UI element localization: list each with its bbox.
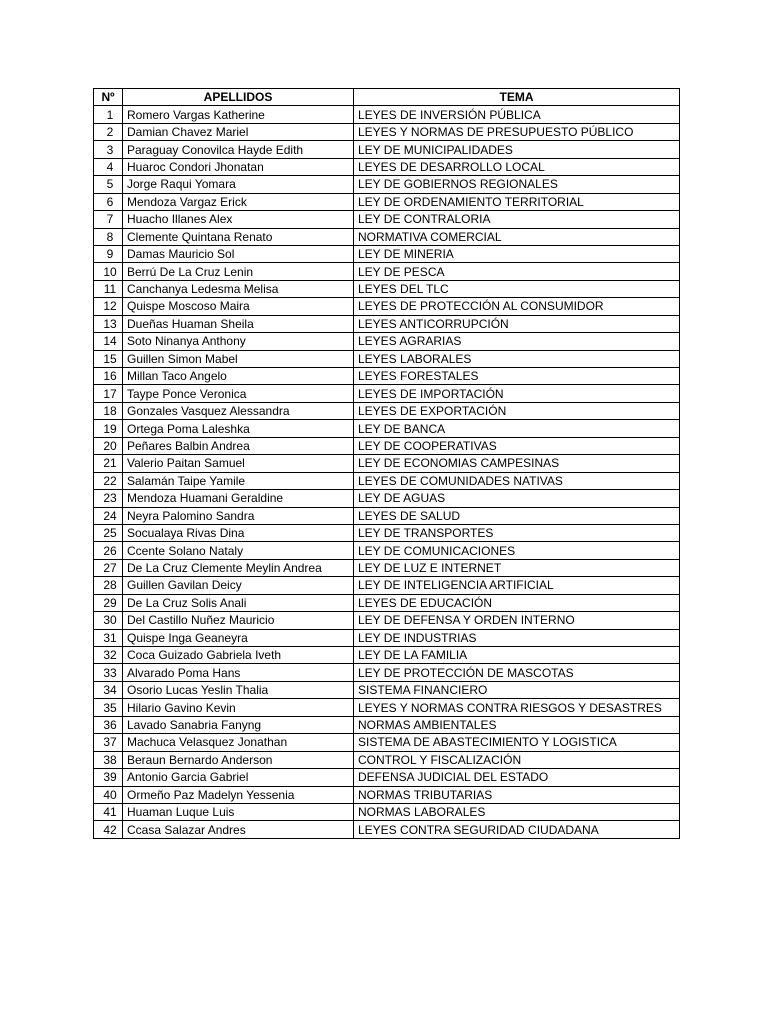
row-tema: NORMAS AMBIENTALES (354, 716, 680, 733)
row-tema: LEYES LABORALES (354, 350, 680, 367)
table-row (94, 333, 680, 350)
row-number: 25 (94, 524, 123, 541)
row-apellidos: Soto Ninanya Anthony (123, 333, 354, 350)
table-row (94, 263, 680, 280)
row-tema: LEY DE TRANSPORTES (354, 524, 680, 541)
table-row (94, 821, 680, 838)
row-number: 28 (94, 577, 123, 594)
row-tema: LEY DE COMUNICACIONES (354, 542, 680, 559)
row-number: 9 (94, 245, 123, 262)
row-tema: SISTEMA FINANCIERO (354, 681, 680, 698)
row-tema: LEYES FORESTALES (354, 368, 680, 385)
row-tema: LEY DE MUNICIPALIDADES (354, 141, 680, 158)
row-number: 24 (94, 507, 123, 524)
row-tema: LEY DE LUZ E INTERNET (354, 559, 680, 576)
header-apellidos: APELLIDOS (123, 89, 354, 106)
row-number: 31 (94, 629, 123, 646)
table-row (94, 647, 680, 664)
row-apellidos: Alvarado Poma Hans (123, 664, 354, 681)
row-number: 41 (94, 803, 123, 820)
row-apellidos: Salamán Taipe Yamile (123, 472, 354, 489)
table-row (94, 769, 680, 786)
table-row (94, 280, 680, 297)
table-row (94, 176, 680, 193)
row-tema: LEY DE ECONOMIAS CAMPESINAS (354, 455, 680, 472)
table-row (94, 577, 680, 594)
table-row (94, 106, 680, 123)
row-tema: LEY DE DEFENSA Y ORDEN INTERNO (354, 612, 680, 629)
table-row (94, 664, 680, 681)
row-apellidos: Del Castillo Nuñez Mauricio (123, 612, 354, 629)
table-row (94, 803, 680, 820)
row-tema: DEFENSA JUDICIAL DEL ESTADO (354, 769, 680, 786)
table-row (94, 141, 680, 158)
header-number: Nº (94, 89, 123, 106)
row-apellidos: Peñares Balbin Andrea (123, 437, 354, 454)
row-apellidos: Ccente Solano Nataly (123, 542, 354, 559)
row-tema: LEY DE BANCA (354, 420, 680, 437)
row-tema: LEYES CONTRA SEGURIDAD CIUDADANA (354, 821, 680, 838)
table-row (94, 402, 680, 419)
table-row (94, 455, 680, 472)
row-apellidos: Lavado Sanabria Fanyng (123, 716, 354, 733)
row-tema: LEY DE GOBIERNOS REGIONALES (354, 176, 680, 193)
row-number: 33 (94, 664, 123, 681)
row-apellidos: Guillen Simon Mabel (123, 350, 354, 367)
row-tema: LEY DE INDUSTRIAS (354, 629, 680, 646)
row-apellidos: Ccasa Salazar Andres (123, 821, 354, 838)
row-tema: LEY DE LA FAMILIA (354, 647, 680, 664)
row-tema: LEYES DE DESARROLLO LOCAL (354, 158, 680, 175)
row-number: 38 (94, 751, 123, 768)
row-apellidos: Jorge Raqui Yomara (123, 176, 354, 193)
row-number: 27 (94, 559, 123, 576)
table-row (94, 751, 680, 768)
row-apellidos: Antonio Garcia Gabriel (123, 769, 354, 786)
row-apellidos: Dueñas Huaman Sheila (123, 315, 354, 332)
row-number: 12 (94, 298, 123, 315)
row-apellidos: Quispe Moscoso Maira (123, 298, 354, 315)
table-row (94, 368, 680, 385)
row-apellidos: Huaroc Condori Jhonatan (123, 158, 354, 175)
row-apellidos: Clemente Quintana Renato (123, 228, 354, 245)
row-number: 2 (94, 123, 123, 140)
table-row (94, 350, 680, 367)
table-body (94, 106, 680, 838)
table-row (94, 490, 680, 507)
row-number: 29 (94, 594, 123, 611)
table-row (94, 385, 680, 402)
row-number: 21 (94, 455, 123, 472)
row-number: 34 (94, 681, 123, 698)
table-row (94, 786, 680, 803)
row-number: 14 (94, 333, 123, 350)
table-row (94, 542, 680, 559)
row-tema: LEYES DE EDUCACIÓN (354, 594, 680, 611)
table-row (94, 298, 680, 315)
table-row (94, 158, 680, 175)
row-apellidos: Beraun Bernardo Anderson (123, 751, 354, 768)
row-number: 13 (94, 315, 123, 332)
table-row (94, 245, 680, 262)
table-row (94, 507, 680, 524)
row-number: 26 (94, 542, 123, 559)
row-apellidos: Machuca Velasquez Jonathan (123, 734, 354, 751)
table-row (94, 472, 680, 489)
row-tema: LEY DE INTELIGENCIA ARTIFICIAL (354, 577, 680, 594)
table-row (94, 681, 680, 698)
table-row (94, 193, 680, 210)
row-apellidos: Damas Mauricio Sol (123, 245, 354, 262)
row-tema: LEYES DEL TLC (354, 280, 680, 297)
row-apellidos: Osorio Lucas Yeslin Thalia (123, 681, 354, 698)
row-number: 20 (94, 437, 123, 454)
row-number: 36 (94, 716, 123, 733)
row-apellidos: De La Cruz Clemente Meylin Andrea (123, 559, 354, 576)
table-header-row (94, 89, 680, 106)
row-tema: LEYES DE IMPORTACIÓN (354, 385, 680, 402)
row-number: 22 (94, 472, 123, 489)
row-number: 6 (94, 193, 123, 210)
table-row (94, 437, 680, 454)
row-tema: LEYES DE INVERSIÓN PÚBLICA (354, 106, 680, 123)
table-row (94, 211, 680, 228)
row-tema: LEY DE ORDENAMIENTO TERRITORIAL (354, 193, 680, 210)
row-apellidos: Damian Chavez Mariel (123, 123, 354, 140)
row-apellidos: De La Cruz Solis Anali (123, 594, 354, 611)
row-tema: LEY DE CONTRALORIA (354, 211, 680, 228)
table-row (94, 420, 680, 437)
row-apellidos: Canchanya Ledesma Melisa (123, 280, 354, 297)
row-apellidos: Romero Vargas Katherine (123, 106, 354, 123)
row-tema: LEY DE PROTECCIÓN DE MASCOTAS (354, 664, 680, 681)
row-number: 40 (94, 786, 123, 803)
row-tema: LEYES ANTICORRUPCIÓN (354, 315, 680, 332)
table-row (94, 524, 680, 541)
row-number: 30 (94, 612, 123, 629)
row-apellidos: Ormeño Paz Madelyn Yessenia (123, 786, 354, 803)
row-tema: LEYES DE PROTECCIÓN AL CONSUMIDOR (354, 298, 680, 315)
table-row (94, 228, 680, 245)
row-number: 5 (94, 176, 123, 193)
row-number: 35 (94, 699, 123, 716)
row-tema: LEYES AGRARIAS (354, 333, 680, 350)
row-number: 17 (94, 385, 123, 402)
row-tema: NORMAS TRIBUTARIAS (354, 786, 680, 803)
row-number: 16 (94, 368, 123, 385)
table-row (94, 612, 680, 629)
row-tema: LEY DE MINERIA (354, 245, 680, 262)
row-tema: LEY DE AGUAS (354, 490, 680, 507)
row-number: 3 (94, 141, 123, 158)
row-number: 37 (94, 734, 123, 751)
table-row (94, 315, 680, 332)
table-row (94, 716, 680, 733)
assignment-table (93, 88, 680, 839)
row-apellidos: Huacho Illanes Alex (123, 211, 354, 228)
row-apellidos: Neyra Palomino Sandra (123, 507, 354, 524)
table-row (94, 699, 680, 716)
row-tema: LEYES Y NORMAS DE PRESUPUESTO PÚBLICO (354, 123, 680, 140)
table-row (94, 559, 680, 576)
row-apellidos: Quispe Inga Geaneyra (123, 629, 354, 646)
table-row (94, 629, 680, 646)
row-tema: NORMAS LABORALES (354, 803, 680, 820)
row-number: 11 (94, 280, 123, 297)
row-number: 15 (94, 350, 123, 367)
table-row (94, 734, 680, 751)
row-number: 7 (94, 211, 123, 228)
row-number: 1 (94, 106, 123, 123)
row-number: 23 (94, 490, 123, 507)
row-apellidos: Guillen Gavilan Deicy (123, 577, 354, 594)
row-tema: LEY DE COOPERATIVAS (354, 437, 680, 454)
row-number: 19 (94, 420, 123, 437)
row-tema: LEYES Y NORMAS CONTRA RIESGOS Y DESASTRES (354, 699, 680, 716)
row-apellidos: Socualaya Rivas Dina (123, 524, 354, 541)
row-number: 10 (94, 263, 123, 280)
row-number: 39 (94, 769, 123, 786)
row-apellidos: Coca Guizado Gabriela Iveth (123, 647, 354, 664)
row-apellidos: Berrú De La Cruz Lenin (123, 263, 354, 280)
table-row (94, 594, 680, 611)
header-tema: TEMA (354, 89, 680, 106)
row-apellidos: Mendoza Vargaz Erick (123, 193, 354, 210)
row-number: 42 (94, 821, 123, 838)
row-apellidos: Gonzales Vasquez Alessandra (123, 402, 354, 419)
row-apellidos: Paraguay Conovilca Hayde Edith (123, 141, 354, 158)
row-number: 4 (94, 158, 123, 175)
row-apellidos: Ortega Poma Laleshka (123, 420, 354, 437)
row-apellidos: Hilario Gavino Kevin (123, 699, 354, 716)
row-tema: LEYES DE SALUD (354, 507, 680, 524)
table-row (94, 123, 680, 140)
row-tema: LEY DE PESCA (354, 263, 680, 280)
row-tema: LEYES DE COMUNIDADES NATIVAS (354, 472, 680, 489)
row-tema: CONTROL Y FISCALIZACIÓN (354, 751, 680, 768)
row-number: 8 (94, 228, 123, 245)
row-number: 32 (94, 647, 123, 664)
row-apellidos: Millan Taco Angelo (123, 368, 354, 385)
row-apellidos: Huaman Luque Luis (123, 803, 354, 820)
row-apellidos: Valerio Paitan Samuel (123, 455, 354, 472)
row-apellidos: Taype Ponce Veronica (123, 385, 354, 402)
row-number: 18 (94, 402, 123, 419)
row-tema: SISTEMA DE ABASTECIMIENTO Y LOGISTICA (354, 734, 680, 751)
row-tema: NORMATIVA COMERCIAL (354, 228, 680, 245)
row-tema: LEYES DE EXPORTACIÓN (354, 402, 680, 419)
row-apellidos: Mendoza Huamani Geraldine (123, 490, 354, 507)
